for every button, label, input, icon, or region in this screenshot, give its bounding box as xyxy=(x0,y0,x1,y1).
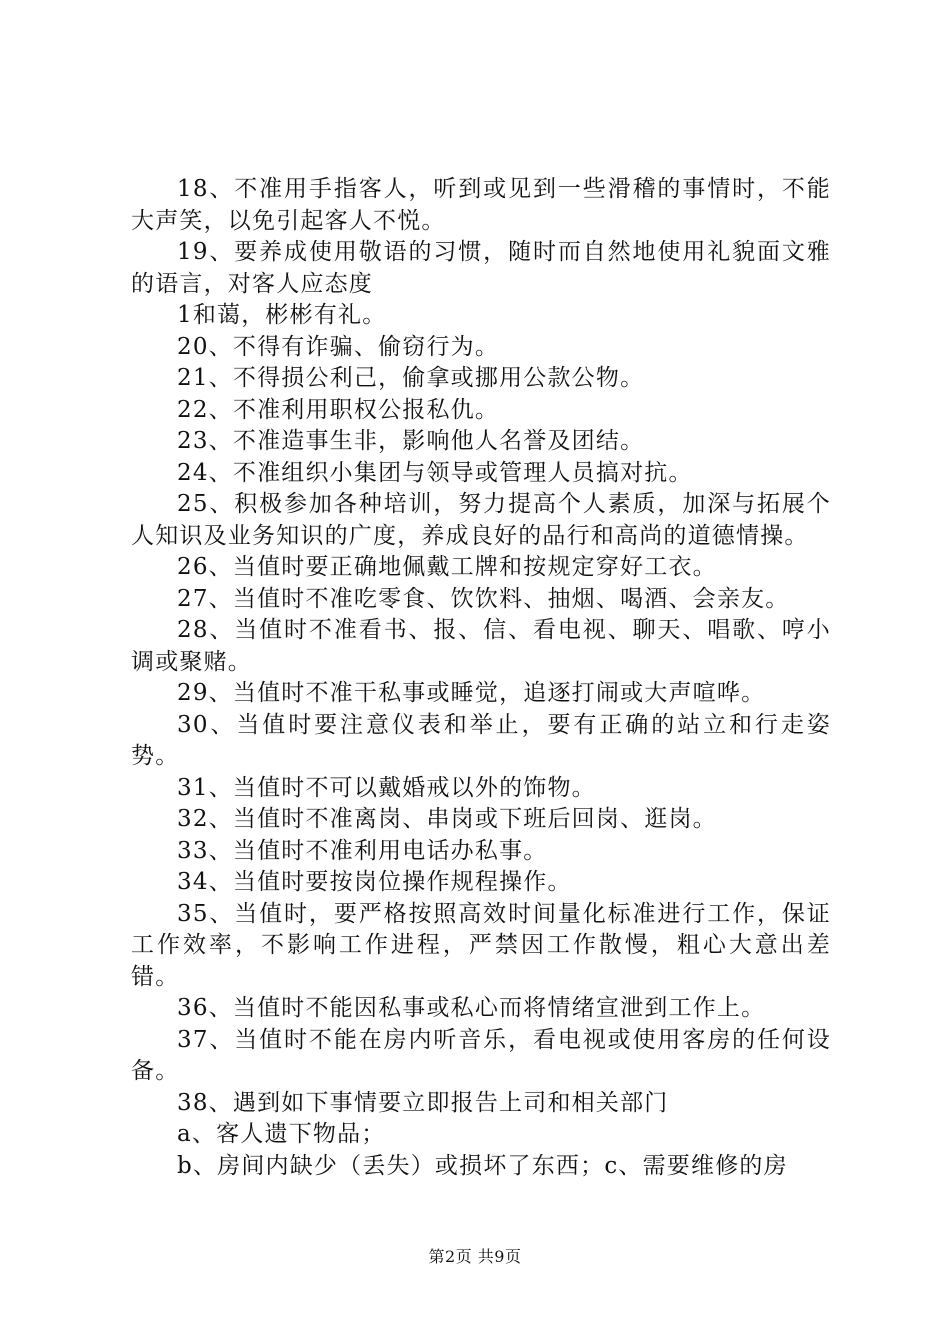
paragraph-26: 26、当值时要正确地佩戴工牌和按规定穿好工衣。 xyxy=(177,554,717,580)
paragraph-32: 32、当值时不准离岗、串岗或下班后回岗、逛岗。 xyxy=(177,806,717,832)
paragraph-23: 23、不准造事生非，影响他人名誉及团结。 xyxy=(177,428,645,454)
paragraph-30: 30、当值时要注意仪表和举止，要有正确的站立和行走姿势。 xyxy=(131,711,831,769)
paragraph-34: 34、当值时要按岗位操作规程操作。 xyxy=(177,869,572,895)
paragraph-29: 29、当值时不准干私事或睡觉，追逐打闹或大声喧哗。 xyxy=(177,680,766,706)
paragraph-36: 36、当值时不能因私事或私心而将情绪宣泄到工作上。 xyxy=(177,995,766,1021)
paragraph-25: 25、积极参加各种培训，努力提高个人素质，加深与拓展个人知识及业务知识的广度，养成良好的品行和高尚的道德情操。 xyxy=(131,491,831,549)
paragraph-38-item-b: b、房间内缺少（丢失）或损坏了东西；c、需要维修的房 xyxy=(177,1152,788,1179)
paragraph-18: 18、不准用手指客人，听到或见到一些滑稽的事情时，不能大声笑，以免引起客人不悦。 xyxy=(131,176,831,234)
paragraph-38: 38、遇到如下事情要立即报告上司和相关部门 xyxy=(177,1089,669,1116)
paragraph-24: 24、不准组织小集团与领导或管理人员搞对抗。 xyxy=(177,459,693,486)
paragraph-20: 20、不得有诈骗、偷窃行为。 xyxy=(177,333,500,360)
paragraph-31: 31、当值时不可以戴婚戒以外的饰物。 xyxy=(177,774,596,801)
paragraph-37: 37、当值时不能在房内听音乐，看电视或使用客房的任何设备。 xyxy=(131,1026,831,1084)
paragraph-22: 22、不准利用职权公报私仇。 xyxy=(177,396,500,423)
paragraph-35: 35、当值时，要严格按照高效时间量化标准进行工作，保证工作效率，不影响工作进程，严禁因工作散慢，粗心大意出差错。 xyxy=(131,900,831,990)
page-number-footer: 第2页 共9页 xyxy=(428,1247,522,1266)
document-body xyxy=(131,174,831,1182)
paragraph-33: 33、当值时不准利用电话办私事。 xyxy=(177,837,548,864)
paragraph-38-item-a: a、客人遗下物品； xyxy=(177,1121,386,1147)
paragraph-19-continued: 1和蔼，彬彬有礼。 xyxy=(177,302,387,328)
paragraph-28: 28、当值时不准看书、报、信、看电视、聊天、唱歌、哼小调或聚赌。 xyxy=(131,617,831,675)
paragraph-19: 19、要养成使用敬语的习惯，随时而自然地使用礼貌面文雅的语言，对客人应态度 xyxy=(131,239,831,297)
paragraph-21: 21、不得损公利己，偷拿或挪用公款公物。 xyxy=(177,365,645,391)
paragraph-27: 27、当值时不准吃零食、饮饮料、抽烟、喝酒、会亲友。 xyxy=(177,585,790,612)
